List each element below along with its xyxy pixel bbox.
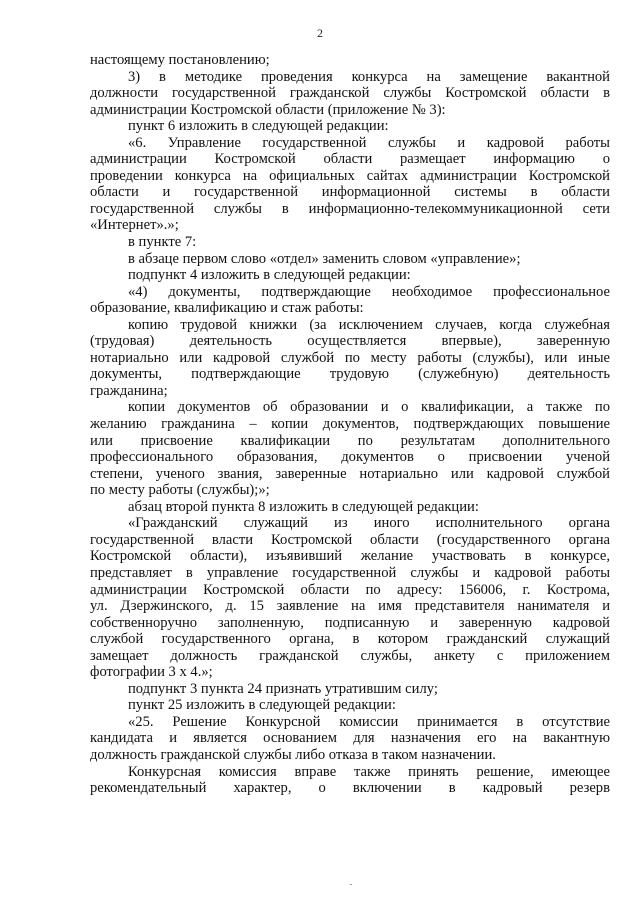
text-line: настоящему постановлению; [90, 52, 270, 68]
text-line: «25. Решение Конкурсной комиссии принимается в отсутствие [128, 713, 610, 730]
text-line: проведении конкурса на официальных сайтах администрации Костромской [90, 167, 610, 184]
text-line: в абзаце первом слово «отдел» заменить словом «управление»; [128, 250, 521, 267]
text-line: подпункт 3 пункта 24 признать утратившим силу; [128, 680, 438, 697]
text-line: представляет в управление государственной службы и кадровой работы [90, 564, 610, 581]
text-line: образование, квалификацию и стаж работы: [90, 300, 364, 317]
text-line: фотографии 3 х 4.»; [90, 664, 213, 681]
text-line: 3) в методике проведения конкурса на замещение вакантной [128, 68, 610, 85]
text-line: копию трудовой книжки (за исключением случаев, когда служебная [128, 316, 610, 333]
text-line: пункт 25 изложить в следующей редакции: [128, 697, 396, 714]
document-body [90, 52, 610, 797]
text-line: администрации Костромской области по адресу: 156006, г. Кострома, [90, 581, 610, 598]
text-line: или присвоение квалификации по результатам дополнительного [90, 432, 610, 449]
text-line: «Интернет».»; [90, 217, 179, 234]
text-line: замещает должность гражданской службы, анкету с приложением [90, 647, 610, 664]
text-line: (трудовая) деятельность осуществляется впервые), заверенную [90, 333, 610, 350]
text-line: «6. Управление государственной службы и кадровой работы [128, 134, 610, 151]
text-line: Костромской области), изъявивший желание участвовать в конкурсе, [90, 548, 610, 565]
text-line: администрации Костромской области (приложение № 3): [90, 101, 446, 118]
text-line: документы, подтверждающие трудовую (служебную) деятельность [90, 366, 610, 383]
text-line: ул. Дзержинского, д. 15 заявление на имя представителя нанимателя и [90, 598, 610, 615]
text-line: профессионального образования, документов о присвоении ученой [90, 449, 610, 466]
text-line: гражданина; [90, 382, 168, 399]
text-line: кандидата и является основанием для назначения его на вакантную [90, 730, 610, 747]
text-line: должность гражданской службы либо отказа в таком назначении. [90, 746, 496, 763]
page-number: 2 [317, 26, 323, 40]
text-line: «Гражданский служащий из иного исполнительного органа [128, 515, 610, 532]
text-line: нотариально или кадровой службой по месту работы (службы), или иные [90, 349, 610, 366]
text-line: «4) документы, подтверждающие необходимое профессиональное [128, 283, 610, 300]
text-line: собственноручно заполненную, подписанную и заверенную кадровой [90, 614, 610, 631]
text-line: абзац второй пункта 8 изложить в следующей редакции: [128, 498, 479, 515]
text-line: службой государственного органа, в котором гражданский служащий [90, 631, 610, 648]
text-line: подпункт 4 изложить в следующей редакции: [128, 267, 411, 284]
scan-speck [350, 884, 352, 885]
text-line: рекомендательный характер, о включении в кадровый резерв [90, 780, 610, 797]
text-line: пункт 6 изложить в следующей редакции: [128, 118, 389, 135]
text-line: копии документов об образовании и о квалификации, а также по [128, 399, 610, 416]
text-line: государственной власти Костромской области (государственного органа [90, 531, 610, 548]
text-line: желанию гражданина – копии документов, подтверждающих повышение [90, 416, 610, 433]
text-line: Конкурсная комиссия вправе также принять решение, имеющее [128, 763, 610, 780]
text-line: в пункте 7: [128, 234, 197, 251]
text-line: государственной службы в информационно-телекоммуникационной сети [90, 200, 610, 217]
text-line: степени, ученого звания, заверенные нотариально или кадровой службой [90, 465, 610, 482]
text-line: должности государственной гражданской службы Костромской области в [90, 85, 610, 102]
text-line: по месту работы (службы);»; [90, 482, 270, 499]
text-line: области и государственной информационной системы в области [90, 184, 610, 201]
text-line: администрации Костромской области размещает информацию о [90, 151, 610, 168]
